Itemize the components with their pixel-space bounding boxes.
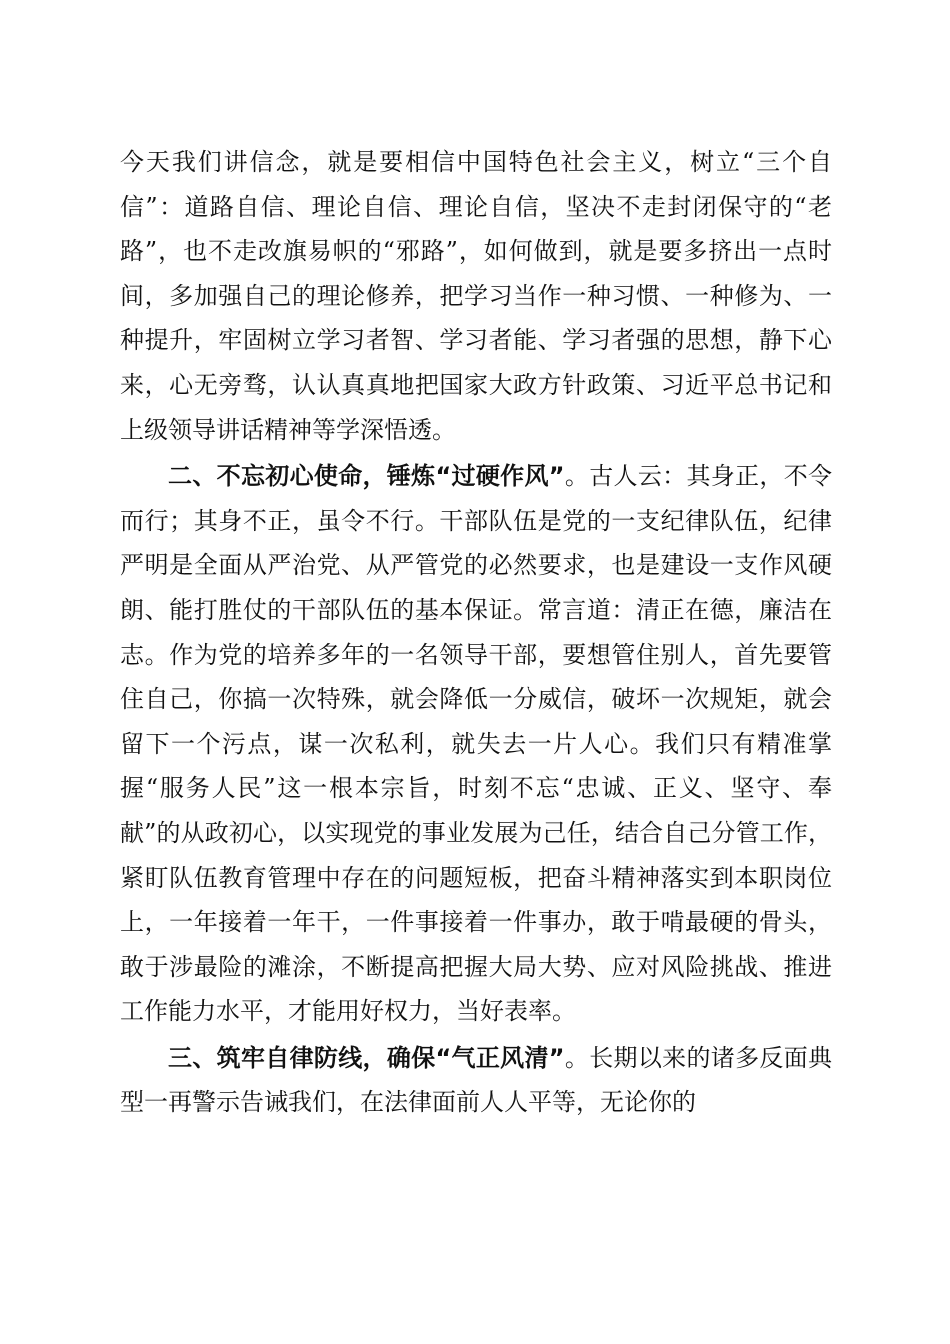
section-heading-3: 三、筑牢自律防线，确保“气正风清” — [168, 1043, 565, 1072]
paragraph-3 — [120, 1036, 832, 1125]
paragraph-1-text: 今天我们讲信念，就是要相信中国特色社会主义，树立“三个自信”：道路自信、理论自信、理论自信，坚决不走封闭保守的“老路”，也不走改旗易帜的“邪路”，如何做到，就是要多挤出一点时间，多加强自己的理论修养，把学习当作一种习惯、一种修为、一种提升，牢固树立学习者智、学习者能、学习者强的思想，静下心来，心无旁骛，认认真真地把国家大政方针政策、习近平总书记和上级领导讲话精神等学深悟透。 — [120, 148, 832, 444]
paragraph-1 — [120, 140, 832, 452]
paragraph-2 — [120, 454, 832, 1034]
section-heading-2: 二、不忘初心使命，锤炼“过硬作风” — [168, 462, 565, 491]
document-body — [120, 140, 832, 1125]
paragraph-3-text: 。长期以来的诸多反面典型一再警示告诫我们，在法律面前人人平等，无论你的 — [120, 1043, 833, 1117]
paragraph-2-text: 。古人云：其身正，不令而行；其身不正，虽令不行。干部队伍是党的一支纪律队伍，纪律严明是全面从严治党、从严管党的必然要求，也是建设一支作风硬朗、能打胜仗的干部队伍的基本保证。常言道：清正在德，廉洁在志。作为党的培养多年的一名领导干部，要想管住别人，首先要管住自己，你搞一次特殊，就会降低一分威信，破坏一次规矩，就会留下一个污点，谋一次私利，就失去一片人心。我们只有精准掌握“服务人民”这一根本宗旨，时刻不忘“忠诚、正义、坚守、奉献”的从政初心，以实现党的事业发展为己任，结合自己分管工作，紧盯队伍教育管理中存在的问题短板，把奋斗精神落实到本职岗位上，一年接着一年干，一件事接着一件事办，敢于啃最硬的骨头，敢于涉最险的滩涂，不断提高把握大局大势、应对风险挑战、推进工作能力水平，才能用好权力，当好表率。 — [120, 462, 833, 1026]
